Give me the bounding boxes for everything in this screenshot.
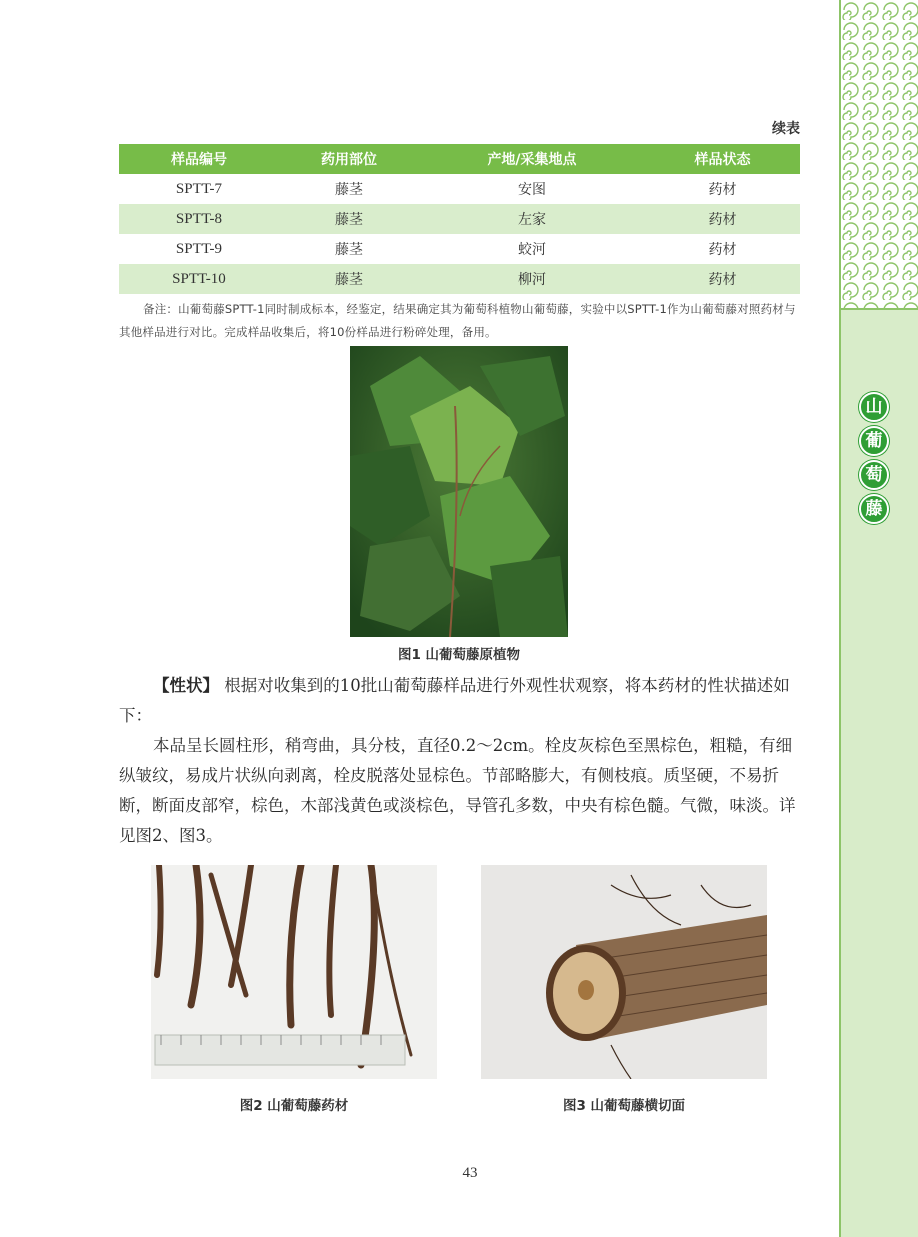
figure2-caption: 图2 山葡萄藤药材 — [239, 1098, 349, 1114]
plant-photo — [350, 346, 568, 637]
side-decoration-band — [839, 0, 918, 1237]
intro-text: 根据对收集到的10批山葡萄藤样品进行外观性状观察，将本药材的性状描述如下： — [119, 676, 790, 725]
description-paragraph: 本品呈长圆柱形，稍弯曲，具分枝，直径0.2～2cm。栓皮灰棕色至黑棕色，粗糙，有细纵皱纹，易成片状纵向剥离，栓皮脱落处显棕色。节部略膨大，有侧枝痕。质坚硬，不易折断，断面皮部窄，棕色，木部浅黄色或淡棕色，导管孔多数，中央有棕色髓。气微，味淡。详见图2、图3。 — [119, 736, 796, 845]
description-intro-paragraph — [119, 671, 800, 731]
sample-code-cell: SPTT-10 — [119, 264, 279, 294]
column-header: 样品状态 — [645, 144, 800, 174]
plant-photo-image — [350, 346, 568, 637]
sample-code-cell: SPTT-8 — [119, 204, 279, 234]
sample-code-cell: SPTT-7 — [175, 180, 223, 197]
cross-section-photo — [481, 865, 767, 1079]
column-header: 药用部位 — [279, 144, 419, 174]
table-row — [119, 204, 800, 234]
table-row — [119, 174, 800, 204]
sample-code-cell: SPTT-9 — [175, 240, 223, 257]
dried-stems-image — [151, 865, 437, 1079]
table-row — [119, 234, 800, 264]
table-continued-label: 续表 — [772, 121, 800, 137]
part-cell: 藤茎 — [279, 264, 419, 294]
figure1-caption: 图1 山葡萄藤原植物 — [397, 647, 521, 663]
part-cell: 藤茎 — [335, 182, 363, 198]
column-header: 产地/采集地点 — [419, 144, 645, 174]
figure3-caption: 图3 山葡萄藤横切面 — [562, 1098, 686, 1114]
dried-stems-photo — [151, 865, 437, 1079]
column-header: 样品编号 — [119, 144, 279, 174]
sample-table — [119, 144, 800, 294]
side-title-char: 葡 — [859, 426, 889, 456]
side-title-char: 山 — [859, 392, 889, 422]
page-number: 43 — [462, 1165, 478, 1181]
status-cell: 药材 — [645, 264, 800, 294]
location-cell: 安图 — [518, 182, 546, 198]
side-title-char: 藤 — [859, 494, 889, 524]
status-cell: 药材 — [708, 182, 737, 198]
side-title-char: 萄 — [859, 460, 889, 490]
part-cell: 藤茎 — [279, 204, 419, 234]
status-cell: 药材 — [645, 204, 800, 234]
table-header-row — [119, 144, 800, 174]
swirl-pattern-graphic — [841, 0, 918, 308]
swirl-pattern — [841, 0, 918, 310]
status-cell: 药材 — [708, 242, 737, 258]
table-note: 备注：山葡萄藤SPTT-1同时制成标本，经鉴定，结果确定其为葡萄科植物山葡萄藤，实验中以SPTT-1作为山葡萄藤对照药材与其他样品进行对比。完成样品收集后，将10份样品进行粉碎处理，备用。 — [119, 302, 796, 339]
location-cell: 柳河 — [419, 264, 645, 294]
location-cell: 左家 — [419, 204, 645, 234]
section-label: 【性状】 — [153, 676, 219, 695]
location-cell: 蛟河 — [518, 242, 546, 258]
table-row — [119, 264, 800, 294]
side-title — [859, 392, 889, 528]
part-cell: 藤茎 — [335, 242, 363, 258]
cross-section-image — [481, 865, 767, 1079]
